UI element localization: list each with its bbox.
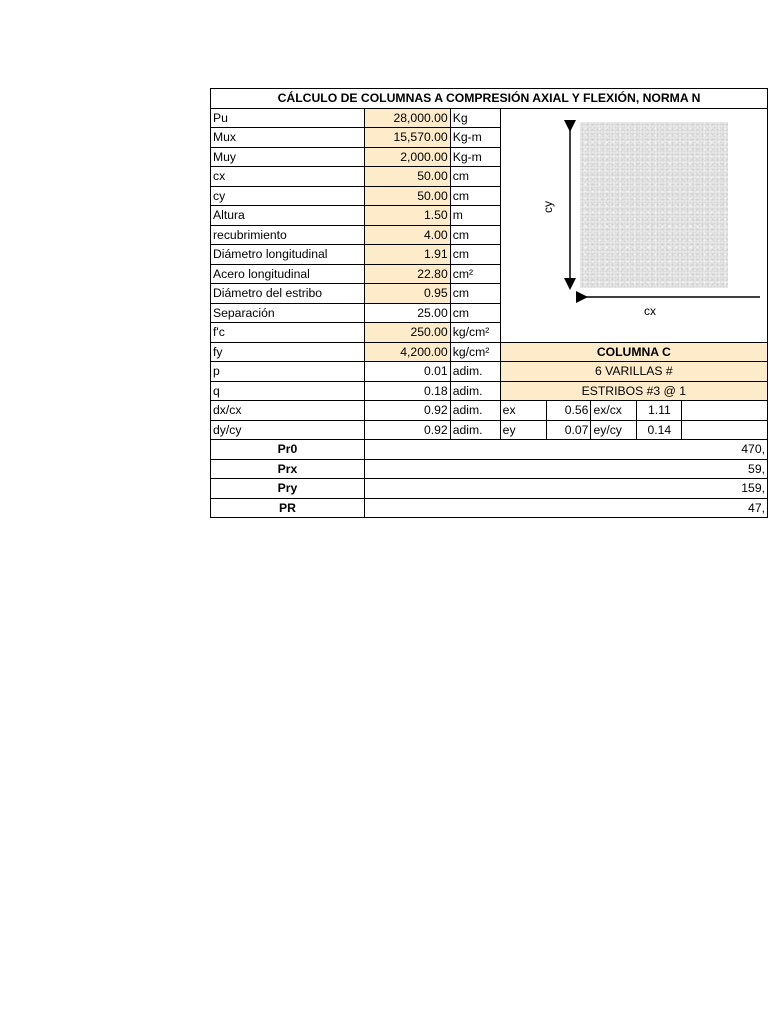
result-row [211, 440, 768, 460]
row-unit: Kg [450, 108, 500, 128]
result-label: Pr0 [211, 440, 365, 460]
calc-value: 0.18 [364, 381, 450, 401]
row-label: p [211, 362, 365, 382]
eycy-label: ey/cy [591, 420, 637, 440]
input-value[interactable]: 0.95 [364, 284, 450, 304]
result-value: 470, [364, 440, 767, 460]
row-unit: cm [450, 167, 500, 187]
table-row [211, 401, 768, 421]
result-row [211, 498, 768, 518]
row-label: Acero longitudinal [211, 264, 365, 284]
input-value[interactable]: 4.00 [364, 225, 450, 245]
dimension-arrows [560, 118, 760, 318]
row-label: f'c [211, 323, 365, 343]
input-value[interactable]: 15,570.00 [364, 128, 450, 148]
row-unit: cm [450, 303, 500, 323]
input-value[interactable]: 50.00 [364, 186, 450, 206]
table-row [211, 420, 768, 440]
row-label: dy/cy [211, 420, 365, 440]
input-value[interactable]: 1.50 [364, 206, 450, 226]
row-label: cx [211, 167, 365, 187]
row-label: q [211, 381, 365, 401]
empty-cell [682, 420, 768, 440]
input-value[interactable]: 22.80 [364, 264, 450, 284]
row-label: Altura [211, 206, 365, 226]
input-value[interactable]: 4,200.00 [364, 342, 450, 362]
ex-value: 0.56 [546, 401, 591, 421]
spreadsheet [210, 88, 768, 518]
row-label: Diámetro del estribo [211, 284, 365, 304]
row-label: fy [211, 342, 365, 362]
input-value[interactable]: 250.00 [364, 323, 450, 343]
cy-label: cy [541, 201, 555, 213]
result-row [211, 479, 768, 499]
ey-label: ey [500, 420, 546, 440]
row-unit: Kg-m [450, 147, 500, 167]
result-label: Pry [211, 479, 365, 499]
row-label: Diámetro longitudinal [211, 245, 365, 265]
row-unit: adim. [450, 362, 500, 382]
result-value: 59, [364, 459, 767, 479]
row-label: Mux [211, 128, 365, 148]
result-label: Prx [211, 459, 365, 479]
input-value[interactable]: 2,000.00 [364, 147, 450, 167]
row-unit: adim. [450, 420, 500, 440]
result-value: 159, [364, 479, 767, 499]
input-value[interactable]: 28,000.00 [364, 108, 450, 128]
excx-label: ex/cx [591, 401, 637, 421]
summary-columna: COLUMNA C [500, 342, 767, 362]
table-row [211, 381, 768, 401]
calc-value: 0.92 [364, 420, 450, 440]
row-unit: cm [450, 186, 500, 206]
row-unit: cm [450, 225, 500, 245]
row-label: recubrimiento [211, 225, 365, 245]
result-value: 47, [364, 498, 767, 518]
table-row [211, 362, 768, 382]
ex-label: ex [500, 401, 546, 421]
row-label: dx/cx [211, 401, 365, 421]
calc-value: 0.92 [364, 401, 450, 421]
row-unit: adim. [450, 381, 500, 401]
row-unit: m [450, 206, 500, 226]
row-unit: cm [450, 284, 500, 304]
row-unit: kg/cm² [450, 342, 500, 362]
empty-cell [682, 401, 768, 421]
cx-label: cx [644, 304, 656, 318]
eycy-value: 0.14 [637, 420, 682, 440]
result-row [211, 459, 768, 479]
row-unit: cm² [450, 264, 500, 284]
excx-value: 1.11 [637, 401, 682, 421]
calc-value: 0.01 [364, 362, 450, 382]
ey-value: 0.07 [546, 420, 591, 440]
row-unit: Kg-m [450, 128, 500, 148]
result-label: PR [211, 498, 365, 518]
summary-varillas: 6 VARILLAS # [500, 362, 767, 382]
table-row [211, 342, 768, 362]
row-unit: cm [450, 245, 500, 265]
row-label: Pu [211, 108, 365, 128]
sheet-title: CÁLCULO DE COLUMNAS A COMPRESIÓN AXIAL Y FLEXIÓN, NORMA N [211, 89, 768, 109]
input-value[interactable]: 1.91 [364, 245, 450, 265]
summary-estribos: ESTRIBOS #3 @ 1 [500, 381, 767, 401]
input-value[interactable]: 50.00 [364, 167, 450, 187]
row-label: Muy [211, 147, 365, 167]
input-value[interactable]: 25.00 [364, 303, 450, 323]
row-label: cy [211, 186, 365, 206]
row-label: Separación [211, 303, 365, 323]
row-unit: kg/cm² [450, 323, 500, 343]
row-unit: adim. [450, 401, 500, 421]
